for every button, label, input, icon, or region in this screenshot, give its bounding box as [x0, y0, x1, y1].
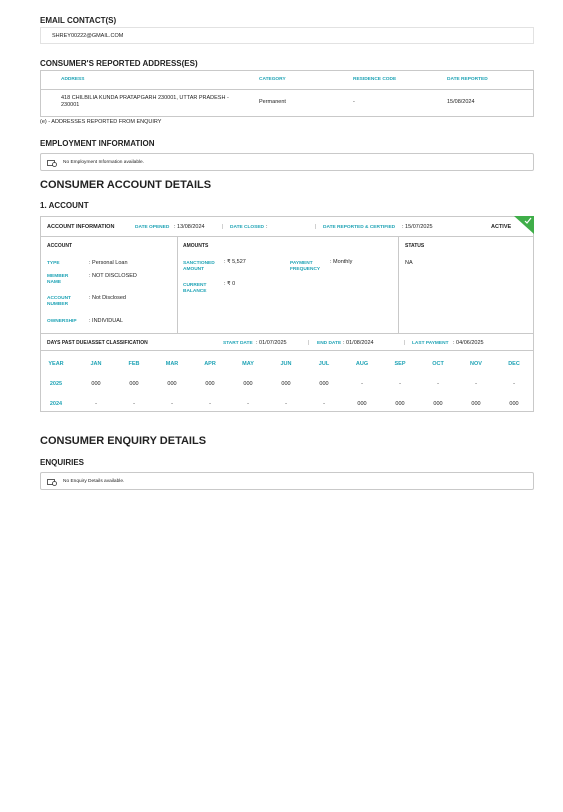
member-label: MEMBER NAME	[47, 274, 69, 285]
month-header: AUG	[355, 361, 369, 367]
dpd-cell: 000	[281, 381, 291, 387]
address-heading: CONSUMER'S REPORTED ADDRESS(ES)	[40, 59, 198, 68]
dpd-cell: 000	[243, 381, 253, 387]
balance-label: CURRENT BALANCE	[183, 283, 207, 294]
address-note: (e) - ADDRESSES REPORTED FROM ENQUIRY	[40, 119, 162, 125]
start-date-label: START DATE	[223, 341, 253, 346]
dpd-cell: 000	[471, 401, 481, 407]
address-category: Permanent	[259, 99, 286, 105]
dpd-cell: -	[247, 401, 249, 407]
date-closed-label: DATE CLOSED	[230, 225, 265, 230]
dpd-cell: 000	[509, 401, 519, 407]
account-col-header: ACCOUNT	[47, 243, 72, 249]
account-info-label: ACCOUNT INFORMATION	[47, 224, 115, 230]
account-details-heading: CONSUMER ACCOUNT DETAILS	[40, 179, 212, 191]
ownership-label: OWNERSHIP	[47, 319, 77, 324]
start-date-value: : 01/07/2025	[256, 340, 287, 346]
dpd-label: DAYS PAST DUE/ASSET CLASSIFICATION	[47, 340, 148, 346]
email-heading: EMAIL CONTACT(S)	[40, 16, 117, 25]
status-badge: ACTIVE	[491, 224, 512, 230]
dpd-cell: -	[361, 381, 363, 387]
last-payment-value: : 04/06/2025	[453, 340, 484, 346]
date-closed-value: :	[266, 224, 268, 230]
col-date-reported: DATE REPORTED	[447, 77, 488, 82]
end-date-value: : 01/08/2024	[343, 340, 374, 346]
dpd-cell: 000	[433, 401, 443, 407]
dpd-cell: 000	[357, 401, 367, 407]
account-card: ACCOUNT INFORMATION DATE OPENED : 13/08/2024 | DATE CLOSED : | DATE REPORTED & CERTIFIED : 15/07/2025 ACTIVE ACCOUNT AMOUNTS STATUS TYPE : Personal Loan MEMBER NAME : NOT DISCLOSED ACCOUNT NUMBER : Not Disclosed OWNERSHIP : INDIVIDUAL SANCTIONED AMOUNT : ₹ 5,527 CURRENT BALANCE : ₹ 0 PAYMENT FREQUENCY : Monthly NA DAYS PAST DUE/ASSET CLASSIFICATION START DATE : 01/07/2025 | END DATE : 01/08/2024 | LAST PAYMENT : 04/06/2025 YEAR JAN FEB MAR APR MAY JUN JUL AUG SEP OCT NOV DEC 2025 000 000 000 000 000 000 000 - - - - - 2024 - - - - - - - 000 000 000 000 000	[40, 216, 534, 412]
year-cell: 2024	[49, 401, 63, 407]
dpd-cell: -	[475, 381, 477, 387]
folder-clock-icon	[47, 159, 56, 166]
member-value: : NOT DISCLOSED	[89, 273, 137, 279]
enquiry-heading: CONSUMER ENQUIRY DETAILS	[40, 435, 207, 447]
balance-value: : ₹ 0	[224, 281, 236, 287]
frequency-label: PAYMENT FREQUENCY	[290, 261, 321, 272]
email-box	[40, 27, 534, 44]
enquiry-message: No Enquiry Details available.	[63, 478, 125, 484]
month-header: FEB	[128, 361, 140, 367]
date-opened-label: DATE OPENED	[135, 225, 170, 230]
col-address: ADDRESS	[61, 77, 85, 82]
type-value: : Personal Loan	[89, 260, 128, 266]
month-header: YEAR	[48, 361, 64, 367]
dpd-cell: 000	[319, 381, 329, 387]
dpd-cell: -	[399, 381, 401, 387]
dpd-cell: -	[437, 381, 439, 387]
enquiry-box	[40, 472, 534, 490]
month-header: MAY	[242, 361, 254, 367]
month-header: DEC	[508, 361, 520, 367]
month-header: JAN	[90, 361, 102, 367]
year-cell: 2025	[49, 381, 63, 387]
sanctioned-label: SANCTIONED AMOUNT	[183, 261, 215, 272]
month-header: SEP	[394, 361, 406, 367]
sanctioned-value: : ₹ 5,527	[224, 259, 246, 265]
month-header: NOV	[470, 361, 482, 367]
address-residence-code: -	[353, 99, 355, 105]
account-number-label: ACCOUNT NUMBER	[47, 296, 71, 307]
type-label: TYPE	[47, 261, 60, 266]
status-value: NA	[405, 260, 413, 266]
amounts-col-header: AMOUNTS	[183, 243, 209, 249]
folder-clock-icon	[47, 478, 56, 485]
date-certified-label: DATE REPORTED & CERTIFIED	[323, 225, 396, 230]
address-date: 15/08/2024	[447, 99, 475, 105]
month-header: OCT	[432, 361, 444, 367]
email-value: SHREY00222@GMAIL.COM	[52, 33, 124, 39]
col-residence-code: RESIDENCE CODE	[353, 77, 397, 82]
ownership-value: : INDIVIDUAL	[89, 318, 123, 324]
account-title: 1. ACCOUNT	[40, 201, 89, 210]
address-text: 418 CHILBILIA KUNDA PRATAPGARH 230001, UTTAR PRADESH - 230001	[61, 95, 229, 108]
month-header: JUN	[280, 361, 292, 367]
col-category: CATEGORY	[259, 77, 286, 82]
dpd-cell: 000	[91, 381, 101, 387]
frequency-value: : Monthly	[330, 259, 353, 265]
month-header: JUL	[318, 361, 330, 367]
address-table	[40, 70, 534, 117]
last-payment-label: LAST PAYMENT	[412, 341, 449, 346]
dpd-cell: -	[513, 381, 515, 387]
employment-box	[40, 153, 534, 171]
dpd-cell: 000	[167, 381, 177, 387]
date-certified-value: : 15/07/2025	[402, 224, 433, 230]
employment-message: No Employment Information available.	[63, 159, 145, 165]
account-number-value: : Not Disclosed	[89, 295, 126, 301]
dpd-cell: 000	[129, 381, 139, 387]
month-header: MAR	[165, 361, 179, 367]
enquiries-subheading: ENQUIRIES	[40, 458, 85, 467]
status-col-header: STATUS	[405, 243, 425, 249]
dpd-cell: -	[209, 401, 211, 407]
dpd-cell: -	[95, 401, 97, 407]
employment-heading: EMPLOYMENT INFORMATION	[40, 139, 155, 148]
dpd-cell: 000	[395, 401, 405, 407]
end-date-label: END DATE	[317, 341, 342, 346]
month-header: APR	[204, 361, 216, 367]
date-opened-value: : 13/08/2024	[174, 224, 205, 230]
dpd-cell: -	[285, 401, 287, 407]
dpd-cell: 000	[205, 381, 215, 387]
dpd-cell: -	[171, 401, 173, 407]
dpd-cell: -	[323, 401, 325, 407]
dpd-cell: -	[133, 401, 135, 407]
